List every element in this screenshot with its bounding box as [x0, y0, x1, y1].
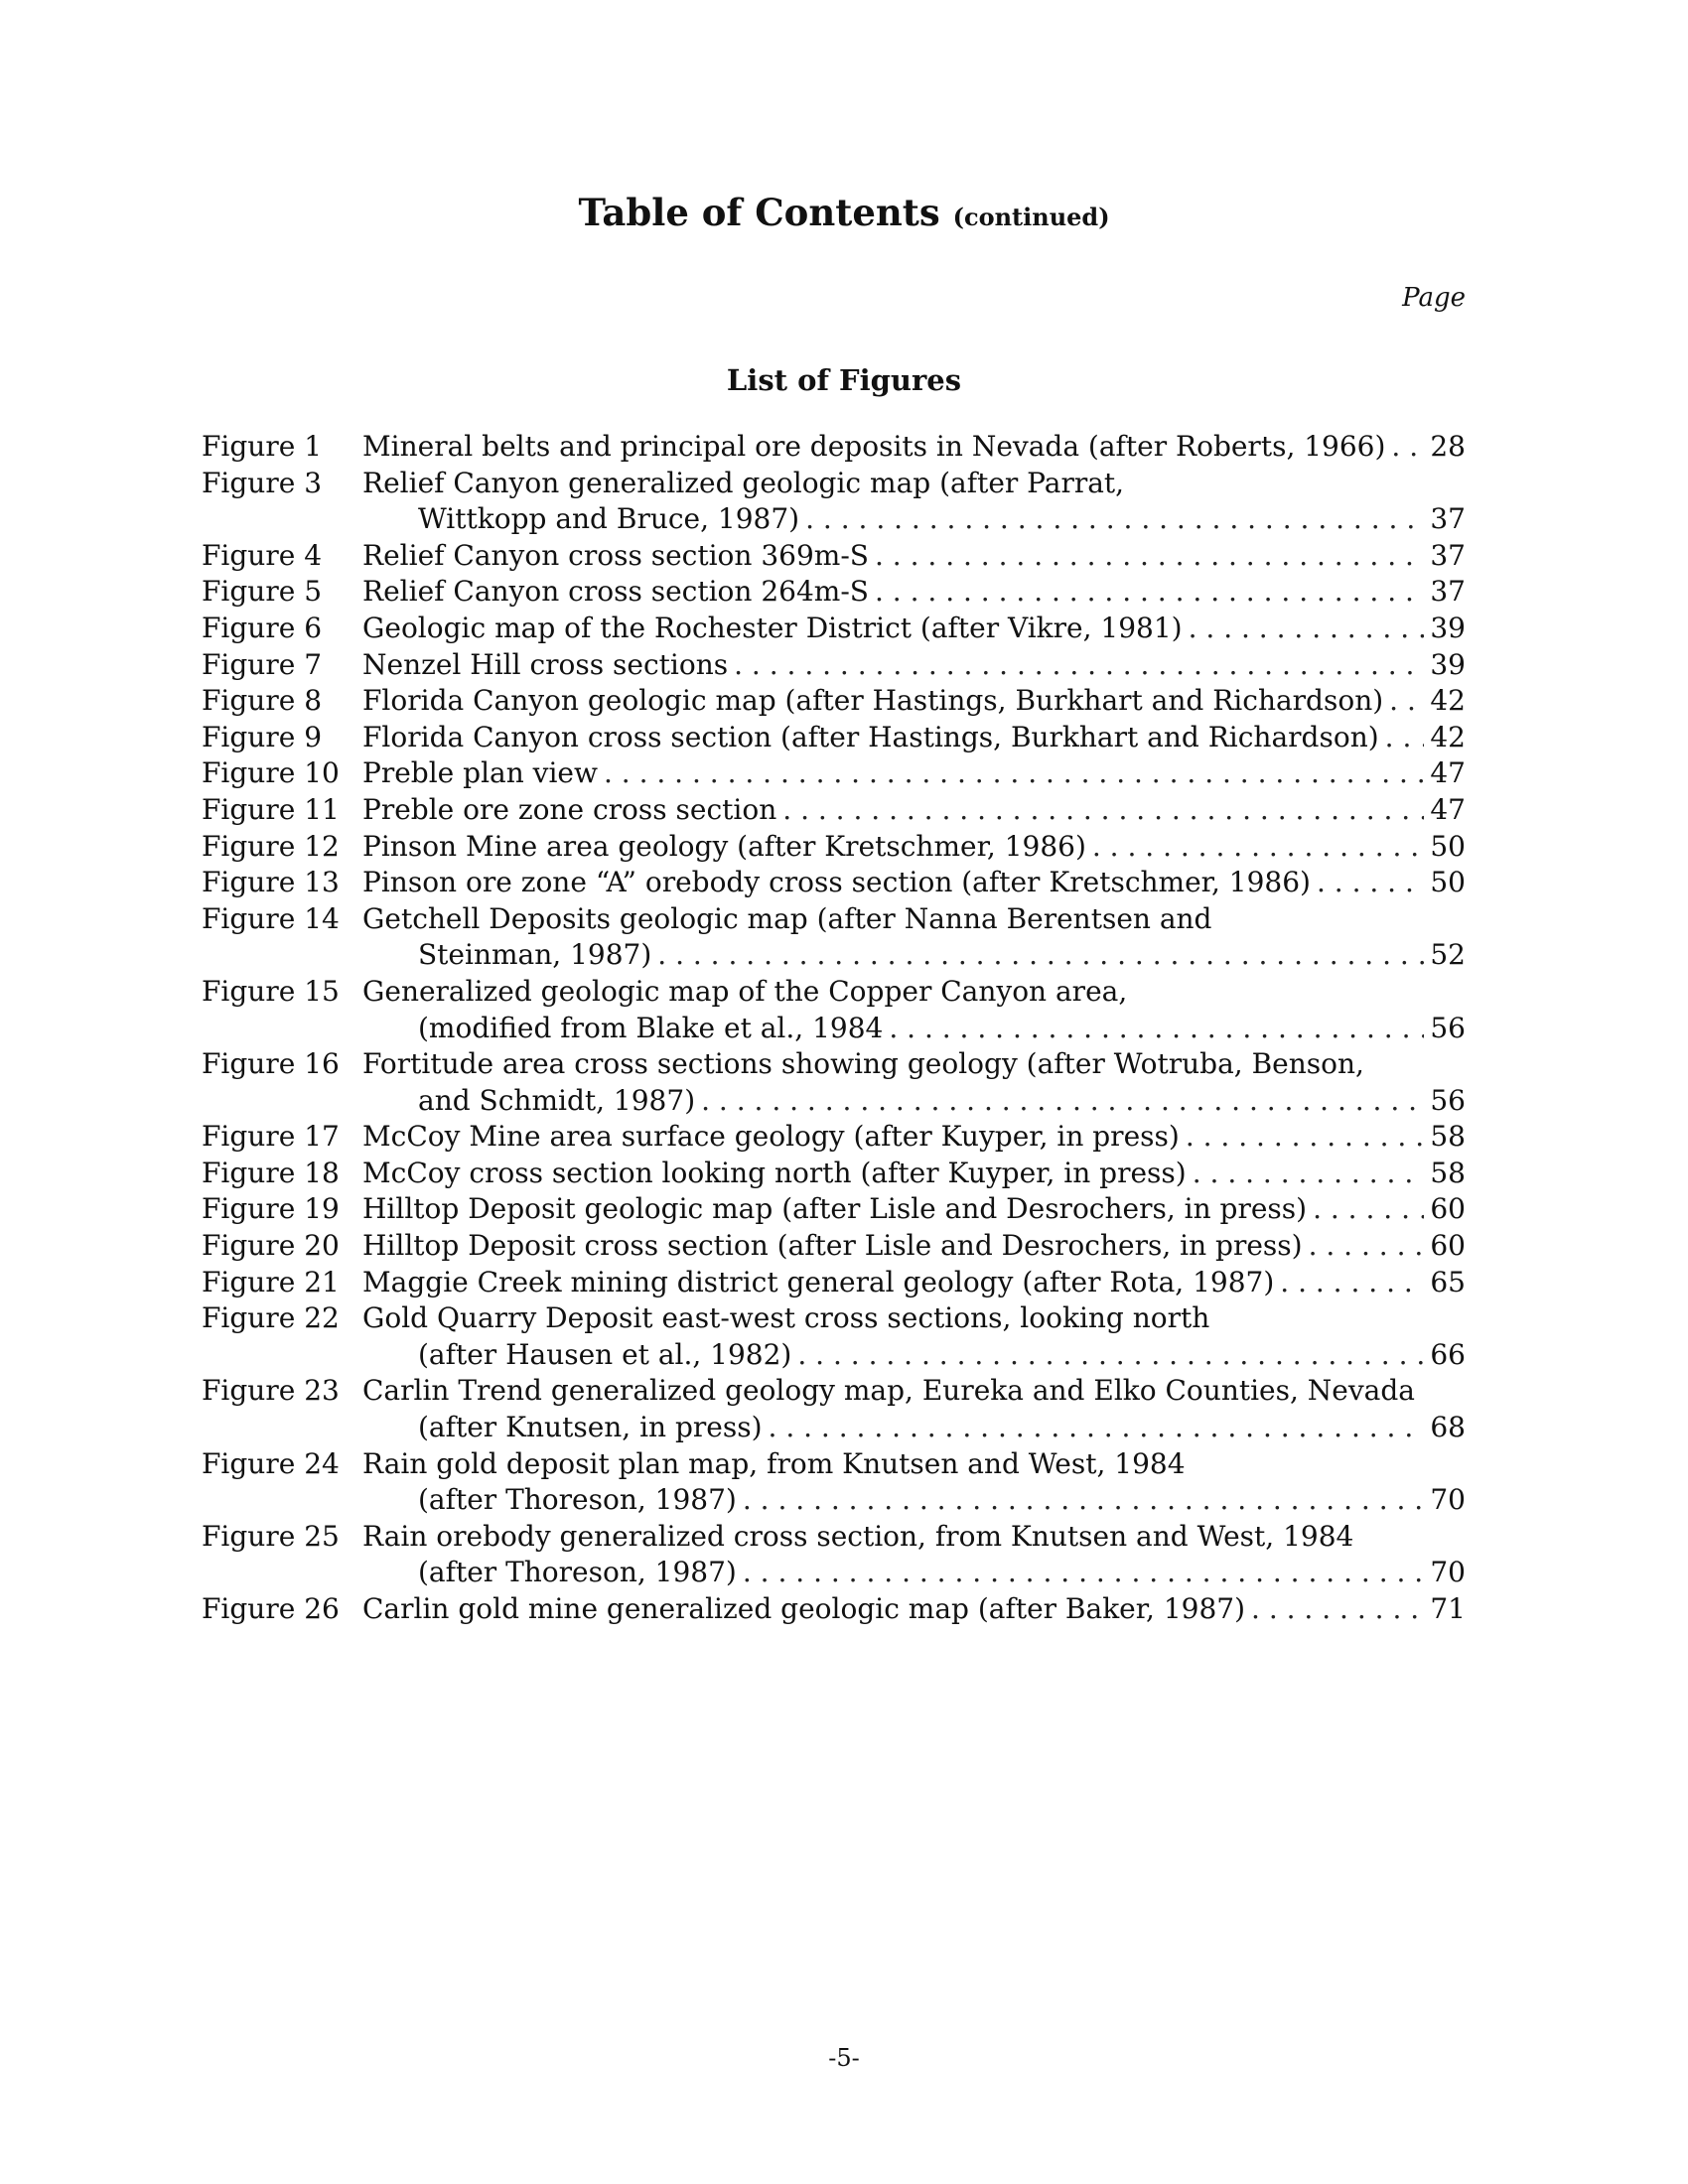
- figure-title-line: Geologic map of the Rochester District (after Vikre, 1981): [362, 611, 1183, 644]
- figure-title-line: Hilltop Deposit geologic map (after Lisle and Desrochers, in press): [362, 1192, 1308, 1226]
- toc-entry: [202, 429, 1466, 466]
- figure-title-line: Florida Canyon cross section (after Hastings, Burkhart and Richardson): [362, 720, 1379, 753]
- figure-leader-row: [362, 937, 1466, 974]
- toc-entry: [202, 1373, 1466, 1445]
- dot-leader: [651, 937, 1424, 974]
- figure-description: [362, 429, 1466, 466]
- figure-description: [362, 1156, 1466, 1192]
- toc-entry: [202, 1519, 1466, 1591]
- page-ref: 68: [1430, 1411, 1466, 1444]
- figure-label: Figure 7: [202, 647, 323, 681]
- figure-label: Figure 19: [202, 1192, 340, 1226]
- toc-entry: [202, 574, 1466, 611]
- figure-label: Figure 6: [202, 611, 323, 644]
- dot-leader: [695, 1083, 1424, 1120]
- page-ref: 60: [1430, 1192, 1466, 1226]
- figure-description: [362, 755, 1466, 792]
- figure-label: Figure 12: [202, 829, 340, 863]
- page-ref: 56: [1430, 1011, 1466, 1044]
- toc-entry: [202, 829, 1466, 866]
- figure-title-line: Getchell Deposits geologic map (after Nanna Berentsen and: [362, 901, 1212, 935]
- figure-description: [362, 1446, 1466, 1519]
- figure-title-line: Fortitude area cross sections showing geology (after Wotruba, Benson,: [362, 1047, 1364, 1081]
- figure-leader-row: [362, 647, 1466, 684]
- figure-label: Figure 13: [202, 866, 340, 899]
- figure-description: [362, 720, 1466, 756]
- figure-title-line: Preble plan view: [362, 756, 598, 790]
- figure-leader-row: [362, 1591, 1466, 1628]
- figure-description: [362, 1519, 1466, 1591]
- figure-title-line: Rain gold deposit plan map, from Knutsen and West, 1984: [362, 1446, 1186, 1480]
- figure-description: [362, 1119, 1466, 1156]
- dot-leader: [1245, 1591, 1424, 1628]
- figure-leader-row: [362, 1119, 1466, 1156]
- page-ref: 37: [1430, 575, 1466, 609]
- figure-title-line: Rain orebody generalized cross section, from Knutsen and West, 1984: [362, 1519, 1354, 1553]
- toc-entry: [202, 1300, 1466, 1373]
- toc-entry: [202, 1191, 1466, 1228]
- figure-leader-row: [362, 1228, 1466, 1265]
- figure-description: [362, 1300, 1466, 1373]
- page-ref: 42: [1430, 684, 1466, 718]
- dot-leader: [869, 574, 1424, 611]
- page-ref: 58: [1430, 1156, 1466, 1189]
- toc-entry: [202, 683, 1466, 720]
- figure-leader-row: [362, 1555, 1466, 1591]
- figure-label: Figure 26: [202, 1592, 340, 1625]
- page-ref: 28: [1430, 430, 1466, 463]
- figure-label: Figure 14: [202, 901, 340, 935]
- toc-entry: [202, 865, 1466, 901]
- figure-title-line: McCoy Mine area surface geology (after Kuyper, in press): [362, 1120, 1180, 1154]
- figure-label: Figure 5: [202, 575, 323, 609]
- figure-description: [362, 466, 1466, 538]
- page-ref: 52: [1430, 938, 1466, 972]
- dot-leader: [791, 1337, 1424, 1374]
- page-ref: 70: [1430, 1483, 1466, 1517]
- figure-title-line: McCoy cross section looking north (after Kuyper, in press): [362, 1156, 1187, 1189]
- figure-leader-row: [362, 538, 1466, 575]
- figure-leader-row: [362, 1191, 1466, 1228]
- page-ref: 39: [1430, 647, 1466, 681]
- figure-label: Figure 15: [202, 974, 340, 1008]
- dot-leader: [1183, 611, 1425, 647]
- toc-entry: [202, 720, 1466, 756]
- figure-title-line: Mineral belts and principal ore deposits in Nevada (after Roberts, 1966): [362, 430, 1386, 463]
- page-ref: 60: [1430, 1229, 1466, 1263]
- dot-leader: [1383, 683, 1424, 720]
- section-heading: List of Figures: [726, 363, 962, 397]
- figure-description: [362, 792, 1466, 829]
- figure-description: [362, 1046, 1466, 1119]
- figure-description: [362, 901, 1466, 974]
- figure-leader-row: [362, 755, 1466, 792]
- figure-list: [202, 429, 1466, 1628]
- figure-leader-row: [362, 1156, 1466, 1192]
- toc-entry: [202, 1228, 1466, 1265]
- figure-description: [362, 1373, 1466, 1445]
- figure-title-continuation: (modified from Blake et al., 1984: [418, 1011, 884, 1044]
- figure-leader-row: [362, 611, 1466, 647]
- figure-title-continuation: Steinman, 1987): [418, 938, 652, 972]
- page-ref: 39: [1430, 611, 1466, 644]
- figure-description: [362, 1265, 1466, 1301]
- dot-leader: [1303, 1228, 1425, 1265]
- figure-title-line: Pinson ore zone “A” orebody cross section (after Kretschmer, 1986): [362, 866, 1311, 899]
- figure-leader-row: [362, 865, 1466, 901]
- figure-title-line: Relief Canyon cross section 264m-S: [362, 575, 869, 609]
- figure-description: [362, 1591, 1466, 1628]
- figure-description: [362, 683, 1466, 720]
- dot-leader: [776, 792, 1424, 829]
- figure-description: [362, 574, 1466, 611]
- figure-label: Figure 9: [202, 720, 323, 753]
- figure-title-continuation: Wittkopp and Bruce, 1987): [418, 502, 800, 536]
- dot-leader: [1385, 429, 1424, 466]
- title-suffix: (continued): [952, 203, 1110, 231]
- toc-entry: [202, 1265, 1466, 1301]
- figure-title-continuation: (after Knutsen, in press): [418, 1411, 763, 1444]
- page-ref: 70: [1430, 1556, 1466, 1589]
- figure-label: Figure 8: [202, 684, 323, 718]
- dot-leader: [1086, 829, 1424, 866]
- figure-label: Figure 23: [202, 1374, 340, 1408]
- page-number: -5-: [828, 2044, 860, 2072]
- page-ref: 37: [1430, 538, 1466, 572]
- figure-title-line: Preble ore zone cross section: [362, 792, 777, 826]
- figure-label: Figure 4: [202, 538, 323, 572]
- title-text: Table of Contents: [578, 191, 940, 234]
- figure-leader-row: [362, 1011, 1466, 1047]
- figure-leader-row: [362, 720, 1466, 756]
- figure-label: Figure 1: [202, 430, 323, 463]
- dot-leader: [1379, 720, 1425, 756]
- figure-label: Figure 16: [202, 1047, 340, 1081]
- figure-title-continuation: and Schmidt, 1987): [418, 1083, 696, 1117]
- dot-leader: [737, 1555, 1425, 1591]
- figure-leader-row: [362, 1337, 1466, 1374]
- dot-leader: [737, 1482, 1425, 1519]
- figure-title-line: Nenzel Hill cross sections: [362, 647, 729, 681]
- figure-leader-row: [362, 574, 1466, 611]
- toc-entry: [202, 901, 1466, 974]
- page-ref: 56: [1430, 1083, 1466, 1117]
- dot-leader: [1274, 1265, 1424, 1301]
- figure-title-line: Relief Canyon cross section 369m-S: [362, 538, 869, 572]
- page-ref: 42: [1430, 720, 1466, 753]
- figure-description: [362, 974, 1466, 1046]
- page-ref: 71: [1430, 1592, 1466, 1625]
- dot-leader: [1311, 865, 1424, 901]
- toc-entry: [202, 1591, 1466, 1628]
- figure-title-line: Carlin Trend generalized geology map, Eureka and Elko Counties, Nevada: [362, 1374, 1415, 1408]
- figure-label: Figure 22: [202, 1301, 340, 1335]
- page-ref: 50: [1430, 866, 1466, 899]
- figure-title-line: Gold Quarry Deposit east-west cross sections, looking north: [362, 1301, 1210, 1335]
- dot-leader: [763, 1410, 1425, 1446]
- toc-entry: [202, 611, 1466, 647]
- figure-description: [362, 865, 1466, 901]
- figure-description: [362, 611, 1466, 647]
- figure-leader-row: [362, 429, 1466, 466]
- figure-description: [362, 647, 1466, 684]
- page-ref: 47: [1430, 756, 1466, 790]
- page-title: [0, 189, 1688, 241]
- figure-title-line: Generalized geologic map of the Copper Canyon area,: [362, 974, 1128, 1008]
- toc-entry: [202, 647, 1466, 684]
- toc-entry: [202, 1046, 1466, 1119]
- toc-entry: [202, 792, 1466, 829]
- dot-leader: [598, 755, 1424, 792]
- toc-entry: [202, 1119, 1466, 1156]
- page-ref: 50: [1430, 829, 1466, 863]
- figure-description: [362, 1191, 1466, 1228]
- dot-leader: [869, 538, 1424, 575]
- dot-leader: [883, 1011, 1424, 1047]
- figure-title-line: Hilltop Deposit cross section (after Lisle and Desrochers, in press): [362, 1229, 1303, 1263]
- toc-entry: [202, 974, 1466, 1046]
- dot-leader: [1180, 1119, 1425, 1156]
- figure-label: Figure 18: [202, 1156, 340, 1189]
- figure-title-line: Pinson Mine area geology (after Kretschmer, 1986): [362, 829, 1086, 863]
- figure-leader-row: [362, 829, 1466, 866]
- figure-label: Figure 11: [202, 792, 340, 826]
- figure-label: Figure 17: [202, 1120, 340, 1154]
- figure-leader-row: [362, 501, 1466, 538]
- dot-leader: [728, 647, 1424, 684]
- figure-leader-row: [362, 792, 1466, 829]
- figure-label: Figure 25: [202, 1519, 340, 1553]
- figure-title-line: Maggie Creek mining district general geology (after Rota, 1987): [362, 1265, 1275, 1298]
- figure-title-continuation: (after Thoreson, 1987): [418, 1483, 737, 1517]
- figure-label: Figure 21: [202, 1265, 340, 1298]
- page-ref: 37: [1430, 502, 1466, 536]
- figure-leader-row: [362, 1482, 1466, 1519]
- toc-entry: [202, 538, 1466, 575]
- figure-leader-row: [362, 1410, 1466, 1446]
- toc-entry: [202, 1156, 1466, 1192]
- toc-entry: [202, 755, 1466, 792]
- dot-leader: [1187, 1156, 1425, 1192]
- figure-title-continuation: (after Thoreson, 1987): [418, 1556, 737, 1589]
- figure-leader-row: [362, 1265, 1466, 1301]
- figure-title-line: Florida Canyon geologic map (after Hastings, Burkhart and Richardson): [362, 684, 1384, 718]
- page-ref: 58: [1430, 1120, 1466, 1154]
- page-column-label: Page: [1402, 283, 1466, 313]
- figure-description: [362, 1228, 1466, 1265]
- toc-entry: [202, 1446, 1466, 1519]
- figure-description: [362, 829, 1466, 866]
- figure-label: Figure 3: [202, 466, 323, 499]
- figure-label: Figure 10: [202, 756, 340, 790]
- dot-leader: [799, 501, 1424, 538]
- page-ref: 66: [1430, 1337, 1466, 1371]
- figure-title-continuation: (after Hausen et al., 1982): [418, 1337, 792, 1371]
- figure-leader-row: [362, 683, 1466, 720]
- page-ref: 47: [1430, 792, 1466, 826]
- figure-description: [362, 538, 1466, 575]
- figure-title-line: Carlin gold mine generalized geologic map (after Baker, 1987): [362, 1592, 1246, 1625]
- figure-title-line: Relief Canyon generalized geologic map (after Parrat,: [362, 466, 1125, 499]
- page-ref: 65: [1430, 1265, 1466, 1298]
- figure-label: Figure 24: [202, 1446, 340, 1480]
- toc-entry: [202, 466, 1466, 538]
- figure-leader-row: [362, 1083, 1466, 1120]
- dot-leader: [1307, 1191, 1424, 1228]
- figure-label: Figure 20: [202, 1229, 340, 1263]
